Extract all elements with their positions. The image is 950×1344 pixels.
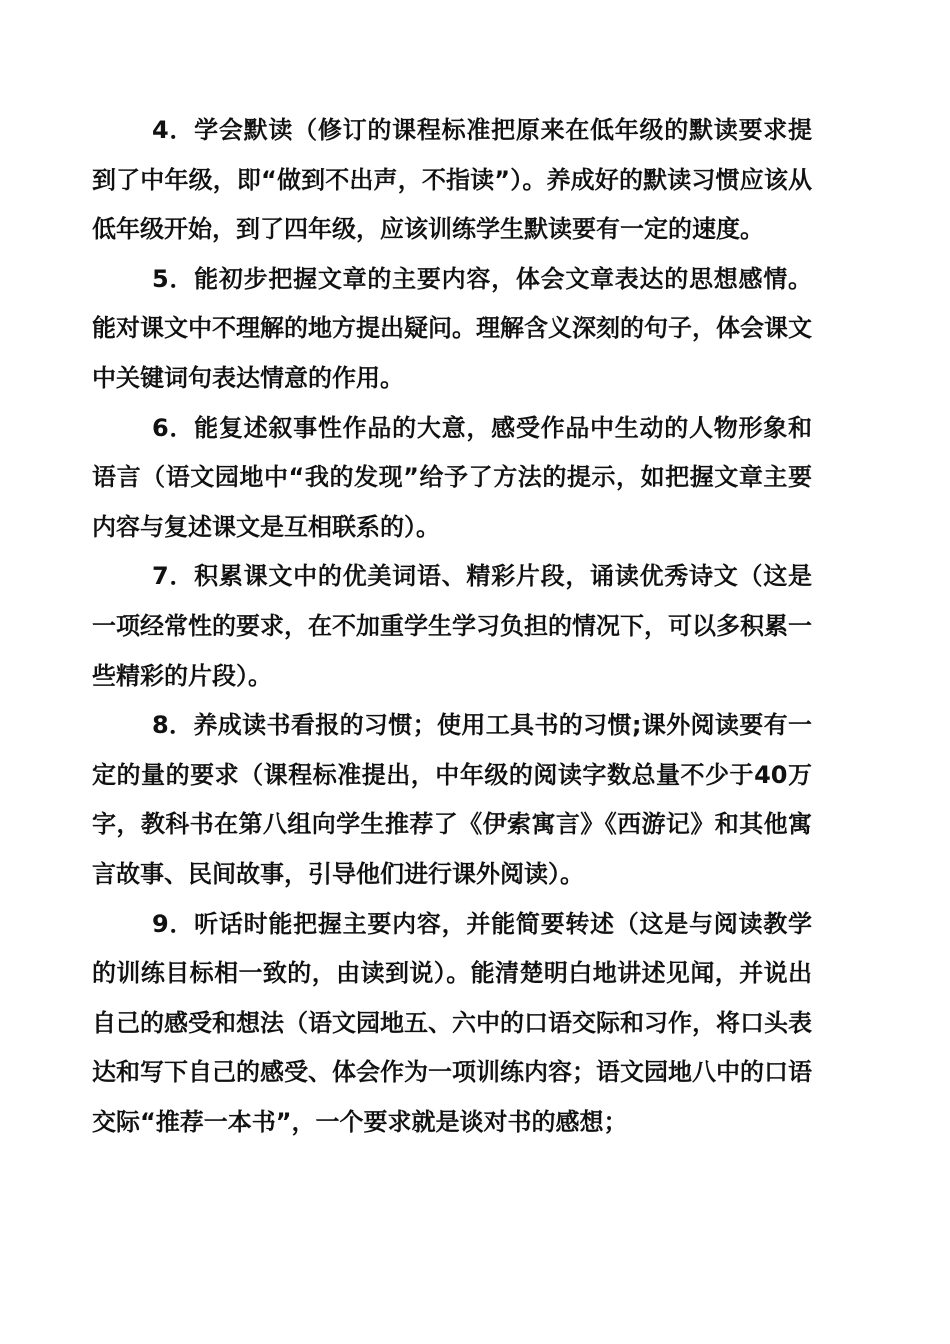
paragraph-item-8: 8．养成读书看报的习惯；使用工具书的习惯;课外阅读要有一定的量的要求（课程标准提出，中年级的阅读字数总量不少于40万字，教科书在第八组向学生推荐了《伊索寓言》《西游记》和其他寓言故事、民间故事，引导他们进行课外阅读）。 [92, 711, 812, 888]
paragraph-item-7: 7．积累课文中的优美词语、精彩片段，诵读优秀诗文（这是一项经常性的要求，在不加重学生学习负担的情况下，可以多积累一些精彩的片段）。 [92, 562, 812, 690]
paragraph-item-4: 4．学会默读（修订的课程标准把原来在低年级的默读要求提到了中年级，即“做到不出声，不指读”）。养成好的默读习惯应该从低年级开始，到了四年级，应该训练学生默读要有一定的速度。 [92, 116, 812, 244]
paragraph-item-6: 6．能复述叙事性作品的大意，感受作品中生动的人物形象和语言（语文园地中“我的发现”给予了方法的提示，如把握文章主要内容与复述课文是互相联系的）。 [92, 413, 812, 541]
document-body [92, 106, 812, 1147]
paragraph-item-5: 5．能初步把握文章的主要内容，体会文章表达的思想感情。能对课文中不理解的地方提出疑问。理解含义深刻的句子，体会课文中关键词句表达情意的作用。 [92, 264, 812, 392]
paragraph-item-9: 9．听话时能把握主要内容，并能简要转述（这是与阅读教学的训练目标相一致的，由读到说）。能清楚明白地讲述见闻，并说出自己的感受和想法（语文园地五、六中的口语交际和习作，将口头表达和写下自己的感受、体会作为一项训练内容；语文园地八中的口语交际“推荐一本书”，一个要求就是谈对书的感想； [92, 909, 812, 1136]
